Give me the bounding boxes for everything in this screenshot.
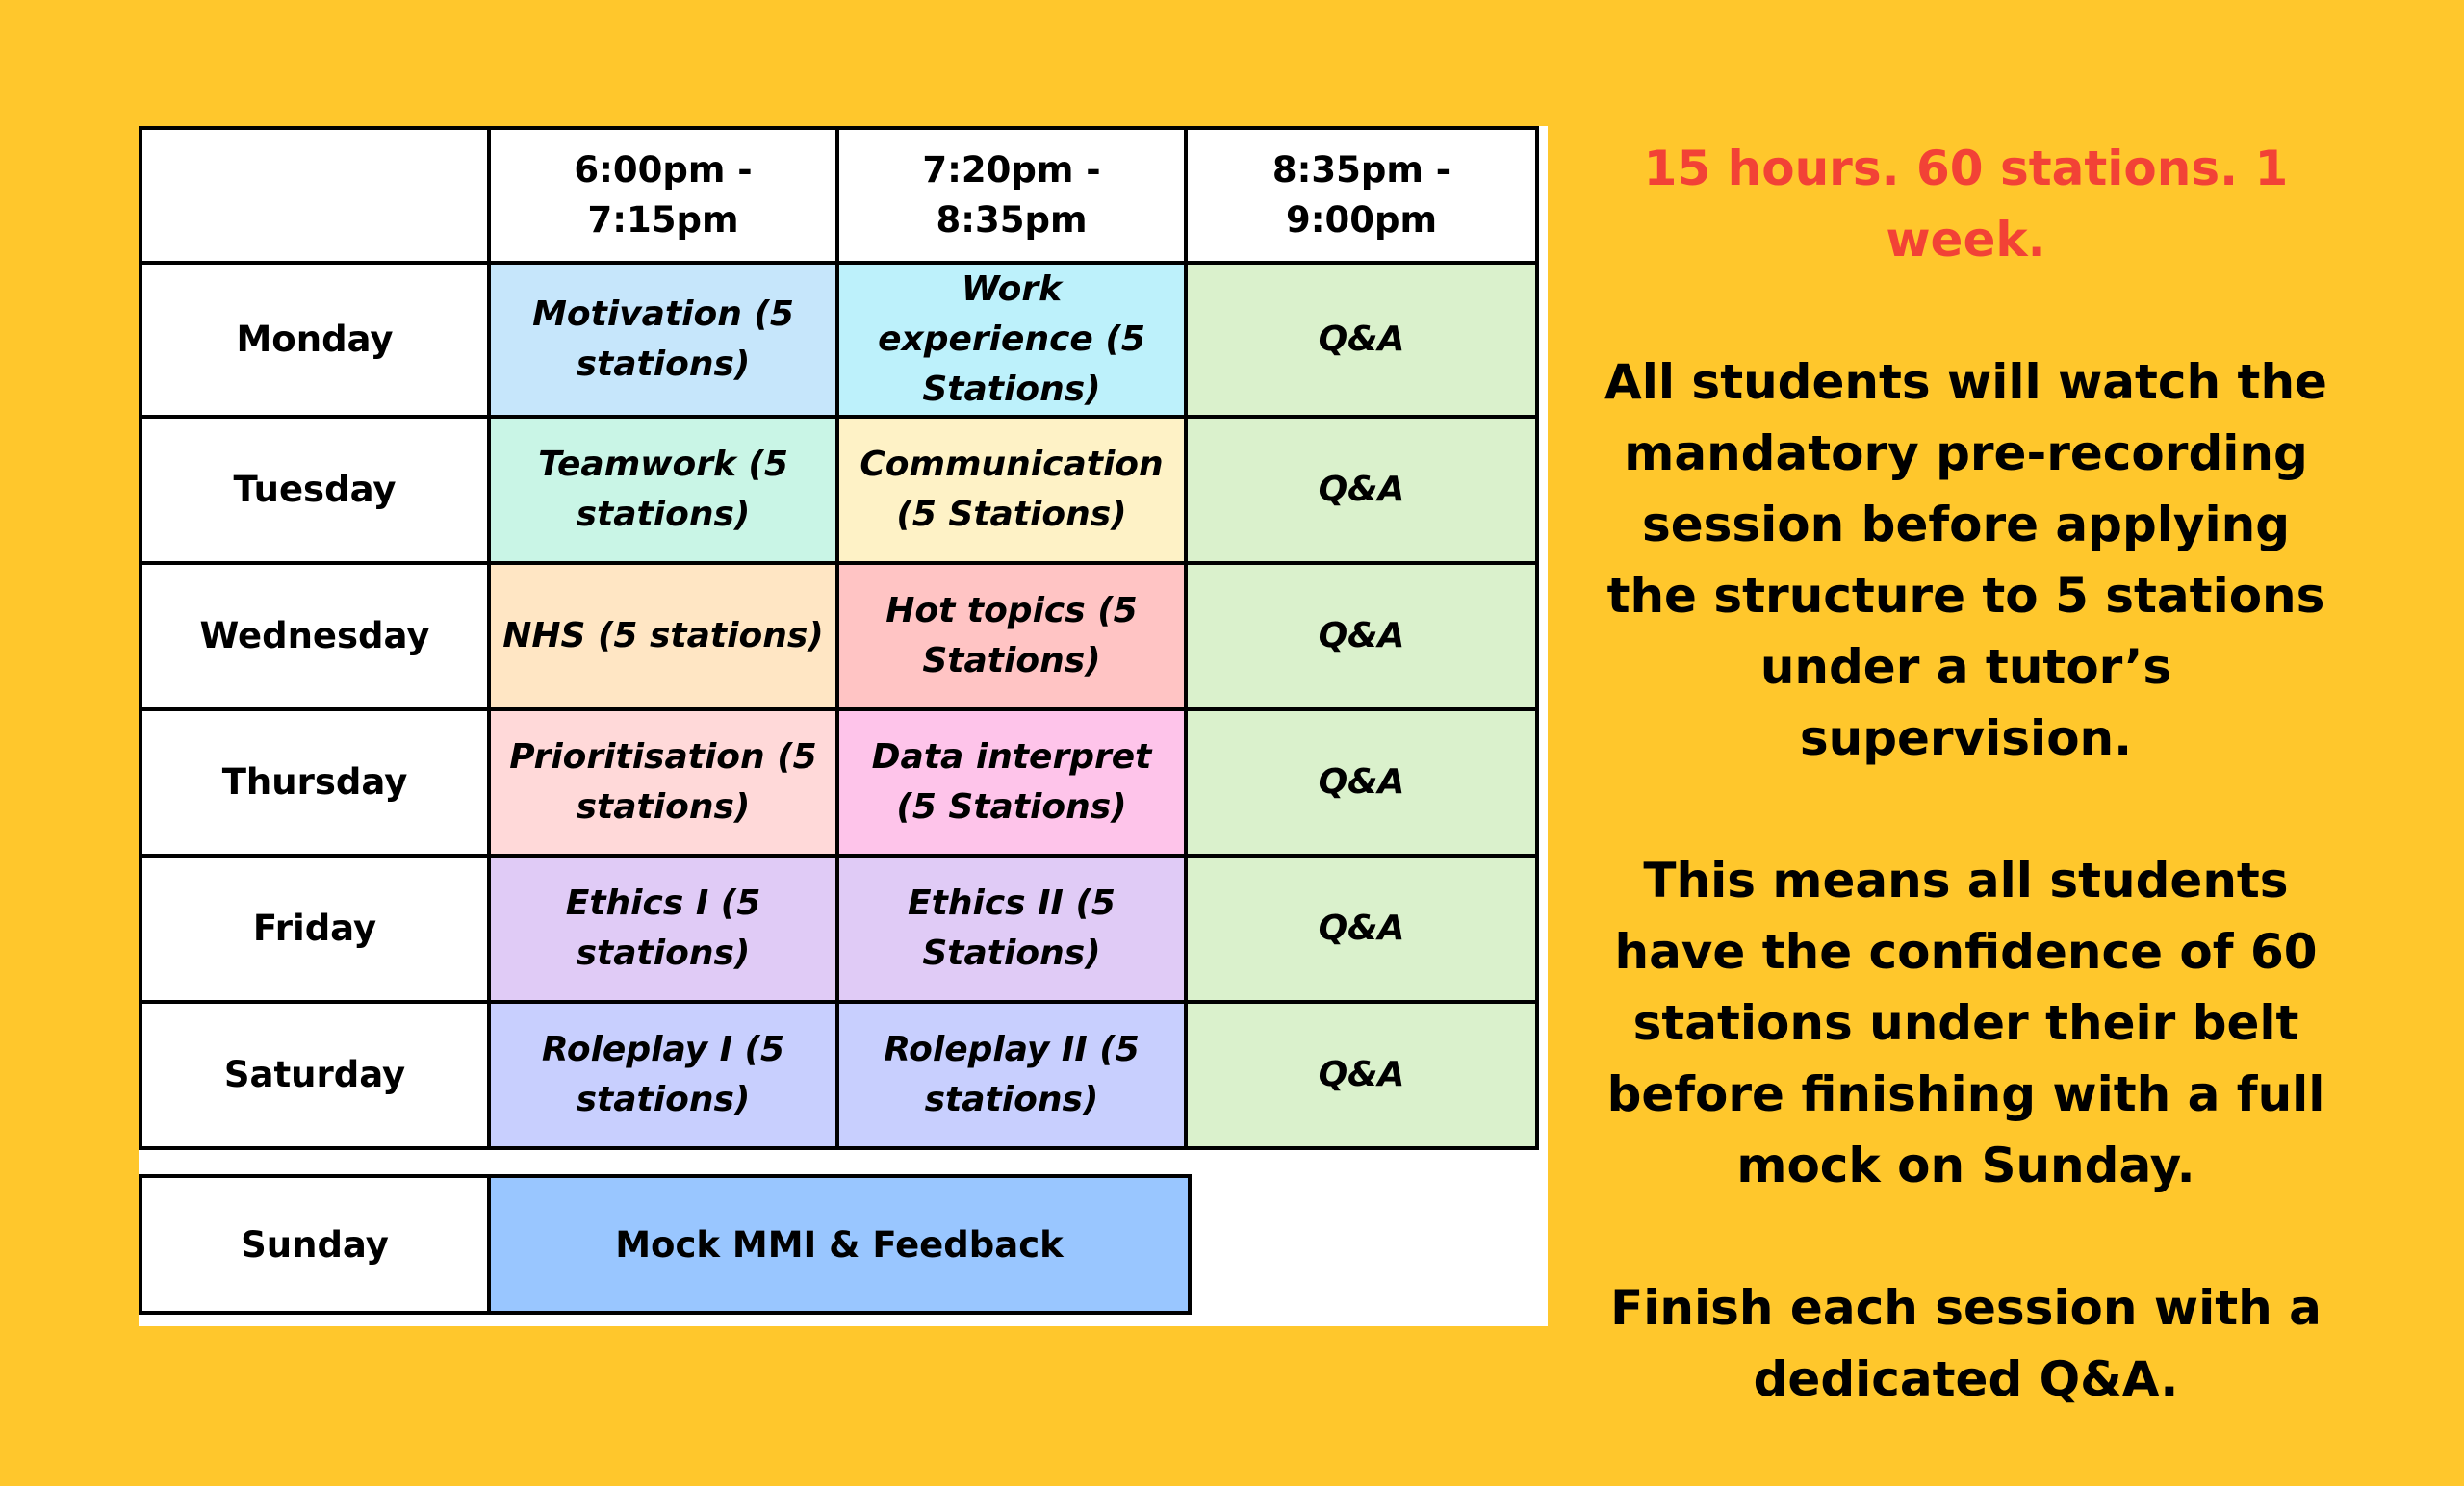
session-cell: Teamwork (5 stations) [489, 417, 837, 563]
schedule-row-wednesday [141, 563, 1537, 709]
session-cell: Prioritisation (5 stations) [489, 709, 837, 856]
qa-cell: Q&A [1186, 1002, 1537, 1148]
session-cell: Communication (5 Stations) [837, 417, 1186, 563]
sunday-row [139, 1174, 1192, 1315]
session-cell: Hot topics (5 Stations) [837, 563, 1186, 709]
mock-mmi-cell: Mock MMI & Feedback [489, 1176, 1190, 1313]
schedule-row-saturday [141, 1002, 1537, 1148]
schedule-row-tuesday [141, 417, 1537, 563]
day-label: Tuesday [141, 417, 489, 563]
time-slot-3: 8:35pm - 9:00pm [1186, 128, 1537, 263]
session-cell: NHS (5 stations) [489, 563, 837, 709]
day-label: Monday [141, 263, 489, 417]
info-panel [1598, 133, 2334, 1486]
session-cell: Roleplay II (5 stations) [837, 1002, 1186, 1148]
session-cell: Work experience (5 Stations) [837, 263, 1186, 417]
schedule-table [139, 126, 1539, 1150]
headline: 15 hours. 60 stations. 1 week. [1643, 141, 2289, 268]
corner-cell [141, 128, 489, 263]
qa-cell: Q&A [1186, 417, 1537, 563]
info-paragraph: Finish each session with a dedicated Q&A. [1610, 1280, 2322, 1407]
qa-cell: Q&A [1186, 563, 1537, 709]
session-cell: Ethics I (5 stations) [489, 856, 837, 1002]
qa-cell: Q&A [1186, 856, 1537, 1002]
time-slot-2: 7:20pm - 8:35pm [837, 128, 1186, 263]
day-label: Thursday [141, 709, 489, 856]
day-label: Wednesday [141, 563, 489, 709]
qa-cell: Q&A [1186, 263, 1537, 417]
session-cell: Data interpret (5 Stations) [837, 709, 1186, 856]
schedule-board [139, 126, 1548, 1326]
schedule-row-friday [141, 856, 1537, 1002]
info-paragraph: All students will watch the mandatory pre-recording session before applying the structure to 5 stations under a tutor’s supervision. [1604, 354, 2327, 766]
header-row [141, 128, 1537, 263]
session-cell: Ethics II (5 Stations) [837, 856, 1186, 1002]
qa-cell: Q&A [1186, 709, 1537, 856]
schedule-row-thursday [141, 709, 1537, 856]
day-label: Friday [141, 856, 489, 1002]
schedule-row-monday [141, 263, 1537, 417]
session-cell: Roleplay I (5 stations) [489, 1002, 837, 1148]
info-paragraph: This means all students have the confidence of 60 stations under their belt before finishing with a full mock on Sunday. [1606, 853, 2325, 1193]
time-slot-1: 6:00pm - 7:15pm [489, 128, 837, 263]
day-label: Sunday [141, 1176, 489, 1313]
session-cell: Motivation (5 stations) [489, 263, 837, 417]
day-label: Saturday [141, 1002, 489, 1148]
